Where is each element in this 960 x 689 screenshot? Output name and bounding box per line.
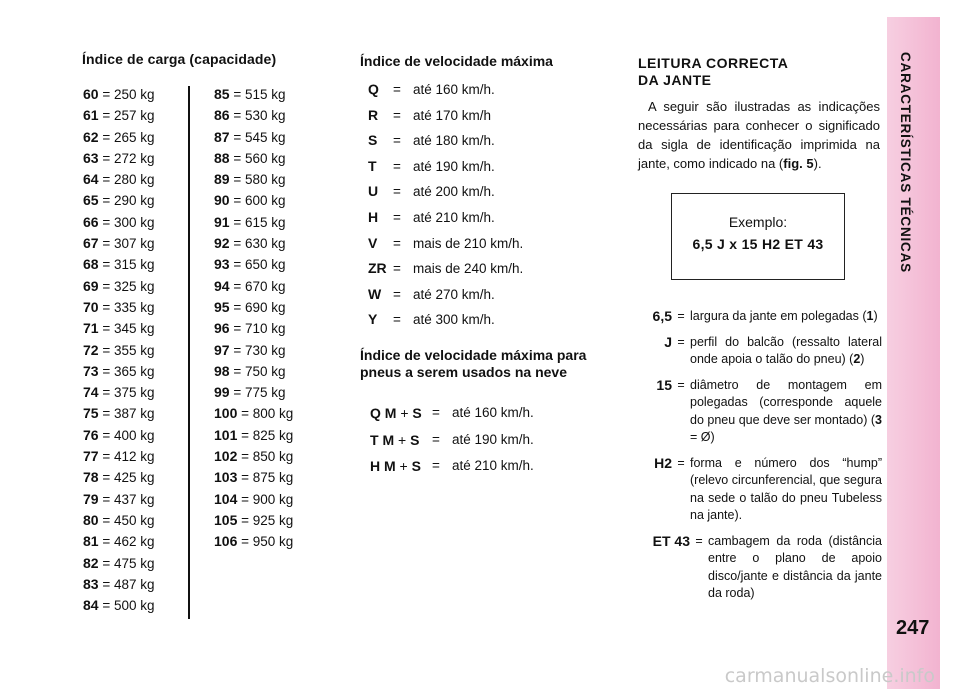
load-index-number: 88	[214, 149, 230, 166]
snow-value: até 160 km/h.	[452, 405, 534, 420]
load-index-number: 62	[83, 128, 99, 145]
load-index-weight: = 315 kg	[102, 257, 155, 273]
speed-index-row	[368, 231, 523, 257]
rim-reading-intro	[638, 97, 880, 173]
load-index-weight: = 850 kg	[241, 449, 294, 465]
example-label: Exemplo:	[728, 214, 788, 230]
load-index-number: 72	[83, 341, 99, 358]
load-index-weight: = 530 kg	[233, 108, 286, 124]
load-index-number: 76	[83, 426, 99, 443]
load-index-number: 100	[214, 405, 238, 422]
load-index-row	[214, 467, 293, 488]
speed-value: até 300 km/h.	[413, 312, 495, 328]
section-title: CARACTERÍSTICAS TÉCNICAS	[898, 52, 913, 273]
load-index-row	[214, 446, 293, 467]
load-index-weight: = 800 kg	[241, 406, 294, 422]
load-index-row	[214, 403, 293, 424]
equals-sign: =	[432, 405, 440, 420]
equals-sign: =	[432, 431, 440, 447]
load-index-number: 98	[214, 362, 230, 379]
speed-code: H	[368, 208, 379, 225]
equals-sign: =	[393, 107, 401, 123]
speed-index-list	[368, 77, 523, 333]
snow-code	[370, 453, 432, 480]
load-index-weight: = 307 kg	[102, 236, 155, 252]
load-index-number: 95	[214, 298, 230, 315]
load-index-row	[214, 489, 293, 510]
load-index-number: 97	[214, 341, 230, 358]
load-index-weight: = 355 kg	[102, 342, 155, 358]
load-index-number: 87	[214, 128, 230, 145]
equals-sign: =	[677, 309, 685, 323]
definition-body: forma e número dos “hump” (relevo circunferencial, que segura na sede o talão do pneu Tubeless na jante).	[690, 455, 882, 522]
snow-value: até 190 km/h.	[452, 431, 534, 447]
load-index-row	[214, 510, 293, 531]
load-index-number: 68	[83, 256, 99, 273]
rim-definition	[640, 334, 882, 369]
load-index-number: 82	[83, 554, 99, 571]
speed-index-row	[368, 307, 523, 333]
speed-index-row	[368, 256, 523, 282]
rim-definition	[640, 308, 882, 326]
load-index-number: 61	[83, 107, 99, 124]
load-index-weight: = 345 kg	[102, 321, 155, 337]
speed-code: R	[368, 106, 379, 123]
load-index-row	[83, 127, 155, 148]
load-index-weight: = 387 kg	[102, 406, 155, 422]
load-index-list-left	[83, 84, 155, 616]
load-index-number: 92	[214, 235, 230, 252]
load-index-row	[214, 340, 293, 361]
load-index-row	[214, 318, 293, 339]
equals-sign: =	[393, 235, 401, 251]
example-value: 6,5 J x 15 H2 ET 43	[692, 236, 824, 252]
speed-value: até 180 km/h.	[413, 133, 495, 149]
load-index-number: 75	[83, 405, 99, 422]
speed-code: Q	[368, 81, 379, 97]
load-index-weight: = 950 kg	[241, 534, 294, 550]
load-index-row	[214, 233, 293, 254]
rim-heading-line-1: LEITURA CORRECTA	[638, 55, 789, 71]
equals-sign: =	[393, 133, 401, 149]
load-index-number: 65	[83, 192, 99, 209]
equals-sign: =	[393, 184, 401, 200]
load-index-number: 83	[83, 575, 99, 592]
load-index-weight: = 375 kg	[102, 385, 155, 401]
snow-code-a: T M	[370, 431, 395, 448]
speed-value: mais de 240 km/h.	[413, 261, 524, 277]
speed-code: V	[368, 234, 378, 251]
snow-index-row	[370, 453, 534, 480]
load-index-row	[83, 382, 155, 403]
load-index-number: 80	[83, 511, 99, 528]
load-index-row	[214, 276, 293, 297]
load-index-row	[83, 467, 155, 488]
definition-term: 6,5	[652, 308, 672, 324]
column-divider	[188, 86, 190, 619]
load-index-row	[83, 361, 155, 382]
load-index-weight: = 412 kg	[102, 449, 155, 465]
load-index-number: 60	[83, 86, 99, 102]
rim-definition	[640, 533, 882, 603]
figure-reference: fig. 5	[783, 156, 814, 171]
load-index-number: 91	[214, 213, 230, 230]
definition-term: J	[664, 333, 672, 350]
load-index-weight: = 290 kg	[102, 193, 155, 209]
load-index-row	[214, 148, 293, 169]
definition-body: largura da jante em polegadas (	[690, 309, 867, 323]
load-index-row	[83, 403, 155, 424]
load-index-number: 85	[214, 86, 230, 102]
speed-code: W	[368, 285, 382, 302]
load-index-row	[83, 574, 155, 595]
definition-text	[690, 377, 882, 447]
load-index-number: 96	[214, 320, 230, 337]
snow-code-b: S	[410, 431, 420, 448]
rim-reading-heading	[638, 55, 788, 89]
definition-text	[690, 334, 882, 369]
load-index-row	[214, 212, 293, 233]
load-index-number: 89	[214, 171, 230, 188]
load-index-weight: = 325 kg	[102, 278, 155, 294]
load-index-weight: = 400 kg	[102, 427, 155, 443]
snow-speed-index-title: Índice de velocidade máxima para pneus a serem usados na neve	[360, 347, 587, 380]
load-index-weight: = 257 kg	[102, 108, 155, 124]
page-number: 247	[896, 617, 930, 639]
load-index-weight: = 775 kg	[233, 385, 286, 401]
definition-text	[690, 455, 882, 525]
snow-value: até 210 km/h.	[452, 458, 534, 473]
rim-definitions	[640, 308, 882, 611]
load-index-number: 63	[83, 149, 99, 166]
load-index-number: 102	[214, 448, 238, 465]
load-index-weight: = 300 kg	[102, 214, 155, 230]
load-index-row	[214, 382, 293, 403]
load-index-number: 106	[214, 533, 238, 550]
load-index-list-right	[214, 84, 293, 553]
load-index-row	[83, 531, 155, 552]
load-index-row	[83, 254, 155, 275]
speed-index-title: Índice de velocidade máxima	[360, 53, 553, 69]
definition-end: )	[873, 309, 878, 323]
load-index-number: 90	[214, 192, 230, 209]
speed-index-row	[368, 282, 523, 308]
load-index-row	[83, 510, 155, 531]
load-index-weight: = 825 kg	[241, 427, 294, 443]
load-index-weight: = 280 kg	[102, 172, 155, 188]
speed-code: U	[368, 183, 379, 200]
definition-term: ET 43	[652, 532, 690, 549]
load-index-row	[214, 84, 293, 105]
equals-sign: =	[677, 334, 685, 349]
load-index-row	[83, 425, 155, 446]
load-index-weight: = 690 kg	[233, 299, 286, 315]
load-index-weight: = 462 kg	[102, 534, 155, 550]
definition-body: diâmetro de montagem em polegadas (corresponde aquele do pneu que deve ser montado) (	[690, 377, 882, 427]
load-index-weight: = 545 kg	[233, 129, 286, 145]
load-index-row	[214, 361, 293, 382]
speed-index-row	[368, 103, 523, 129]
definition-term: 15	[656, 376, 672, 393]
load-index-number: 81	[83, 533, 99, 550]
equals-sign: =	[432, 458, 440, 473]
equals-sign: =	[677, 377, 685, 392]
load-index-weight: = 670 kg	[233, 278, 286, 294]
equals-sign: =	[393, 158, 401, 174]
snow-index-row	[370, 400, 534, 427]
load-index-row	[83, 276, 155, 297]
load-index-weight: = 265 kg	[102, 129, 155, 145]
load-index-number: 94	[214, 277, 230, 294]
load-index-weight: = 730 kg	[233, 342, 286, 358]
load-index-row	[83, 595, 155, 616]
load-index-number: 66	[83, 213, 99, 230]
load-index-weight: = 580 kg	[233, 172, 286, 188]
definition-text	[690, 308, 882, 326]
snow-speed-index-list	[370, 400, 534, 480]
load-index-row	[214, 297, 293, 318]
load-index-weight: = 515 kg	[233, 87, 286, 102]
snow-code	[370, 427, 432, 454]
speed-code: Y	[368, 311, 378, 328]
speed-index-row	[368, 179, 523, 205]
definition-end: = Ø)	[690, 430, 715, 444]
snow-code-b: S	[411, 458, 421, 474]
load-index-number: 73	[83, 362, 99, 379]
load-index-number: 67	[83, 235, 99, 252]
load-index-number: 74	[83, 384, 99, 401]
speed-index-row	[368, 154, 523, 180]
load-index-weight: = 365 kg	[102, 363, 155, 379]
load-index-weight: = 272 kg	[102, 150, 155, 166]
load-index-weight: = 710 kg	[233, 321, 286, 337]
load-index-row	[83, 553, 155, 574]
equals-sign: =	[695, 533, 703, 548]
load-index-row	[83, 489, 155, 510]
equals-sign: =	[393, 82, 401, 97]
speed-value: até 200 km/h.	[413, 184, 495, 200]
snow-code-a: Q M	[370, 405, 397, 421]
load-index-weight: = 925 kg	[241, 512, 294, 528]
load-index-weight: = 487 kg	[102, 576, 155, 592]
load-index-number: 93	[214, 256, 230, 273]
load-index-weight: = 250 kg	[102, 87, 155, 102]
load-index-number: 79	[83, 490, 99, 507]
load-index-row	[214, 105, 293, 126]
load-index-weight: = 437 kg	[102, 491, 155, 507]
speed-value: até 270 km/h.	[413, 286, 495, 302]
load-index-row	[83, 297, 155, 318]
load-index-weight: = 650 kg	[233, 257, 286, 273]
load-index-weight: = 630 kg	[233, 236, 286, 252]
load-index-row	[214, 425, 293, 446]
speed-value: até 190 km/h.	[413, 158, 495, 174]
load-index-weight: = 500 kg	[102, 598, 155, 614]
equals-sign: =	[393, 312, 401, 328]
definition-ref: 2	[853, 352, 861, 366]
example-box	[671, 193, 845, 280]
equals-sign: =	[393, 286, 401, 302]
definition-ref: 3	[875, 412, 882, 427]
load-index-number: 64	[83, 171, 99, 188]
load-index-weight: = 335 kg	[102, 299, 155, 315]
load-index-row	[214, 531, 293, 552]
speed-code: S	[368, 132, 378, 149]
load-index-weight: = 450 kg	[102, 512, 155, 528]
speed-value: mais de 210 km/h.	[413, 235, 524, 251]
snow-index-row	[370, 427, 534, 454]
load-index-row	[83, 148, 155, 169]
speed-index-row	[368, 77, 523, 103]
load-index-row	[83, 340, 155, 361]
load-index-weight: = 475 kg	[102, 555, 155, 571]
equals-sign: =	[393, 261, 401, 277]
section-sidebar	[887, 17, 940, 689]
load-index-number: 77	[83, 448, 99, 465]
load-index-weight: = 615 kg	[233, 214, 286, 230]
load-index-row	[83, 190, 155, 211]
load-index-row	[214, 169, 293, 190]
speed-value: até 160 km/h.	[413, 82, 495, 97]
speed-value: até 210 km/h.	[413, 209, 495, 225]
rim-definition	[640, 455, 882, 525]
load-index-number: 101	[214, 426, 238, 443]
load-index-title: Índice de carga (capacidade)	[82, 51, 277, 67]
load-index-number: 104	[214, 490, 238, 507]
speed-code: T	[368, 157, 377, 174]
definition-body: perfil do balcão (ressalto lateral onde apoia o talão do pneu) (	[690, 334, 882, 366]
load-index-row	[83, 233, 155, 254]
definition-term: H2	[654, 454, 672, 471]
intro-text: A seguir são ilustradas as indicações necessárias para conhecer o significado da sigla de identificação imprimida na jante, como indicado na (	[638, 99, 880, 171]
definition-end: )	[860, 352, 865, 366]
load-index-row	[83, 84, 155, 105]
load-index-weight: = 560 kg	[233, 150, 286, 166]
speed-index-row	[368, 128, 523, 154]
load-index-number: 78	[83, 469, 99, 486]
plus-sign: +	[395, 458, 412, 474]
load-index-weight: = 425 kg	[102, 470, 155, 486]
load-index-number: 71	[83, 320, 99, 337]
speed-code: ZR	[368, 260, 387, 277]
definition-ref: 1	[866, 309, 874, 323]
load-index-number: 105	[214, 511, 238, 528]
equals-sign: =	[677, 455, 685, 470]
intro-end: ).	[813, 156, 822, 171]
load-index-row	[83, 212, 155, 233]
definition-body: cambagem da roda (distância entre o plano de apoio disco/jante e distância da jante da roda)	[708, 533, 882, 600]
load-index-weight: = 600 kg	[233, 193, 286, 209]
load-index-number: 70	[83, 298, 99, 315]
equals-sign: =	[393, 209, 401, 225]
load-index-number: 84	[83, 597, 99, 614]
definition-text	[708, 533, 882, 603]
rim-definition	[640, 377, 882, 447]
load-index-number: 103	[214, 469, 238, 486]
snow-code	[370, 400, 432, 427]
speed-index-row	[368, 205, 523, 231]
load-index-row	[83, 105, 155, 126]
load-index-weight: = 875 kg	[241, 470, 294, 486]
load-index-row	[214, 127, 293, 148]
load-index-row	[214, 190, 293, 211]
snow-code-b: S	[412, 405, 422, 421]
load-index-number: 86	[214, 107, 230, 124]
watermark: carmanualsonline.info	[724, 665, 935, 687]
snow-code-a: H M	[370, 458, 396, 474]
load-index-row	[83, 318, 155, 339]
load-index-weight: = 900 kg	[241, 491, 294, 507]
load-index-weight: = 750 kg	[233, 363, 286, 379]
load-index-number: 99	[214, 384, 230, 401]
rim-heading-line-2: DA JANTE	[638, 72, 712, 88]
plus-sign: +	[396, 405, 413, 421]
speed-value: até 170 km/h	[413, 107, 492, 123]
load-index-row	[214, 254, 293, 275]
load-index-number: 69	[83, 277, 99, 294]
load-index-row	[83, 169, 155, 190]
load-index-row	[83, 446, 155, 467]
plus-sign: +	[394, 431, 411, 448]
